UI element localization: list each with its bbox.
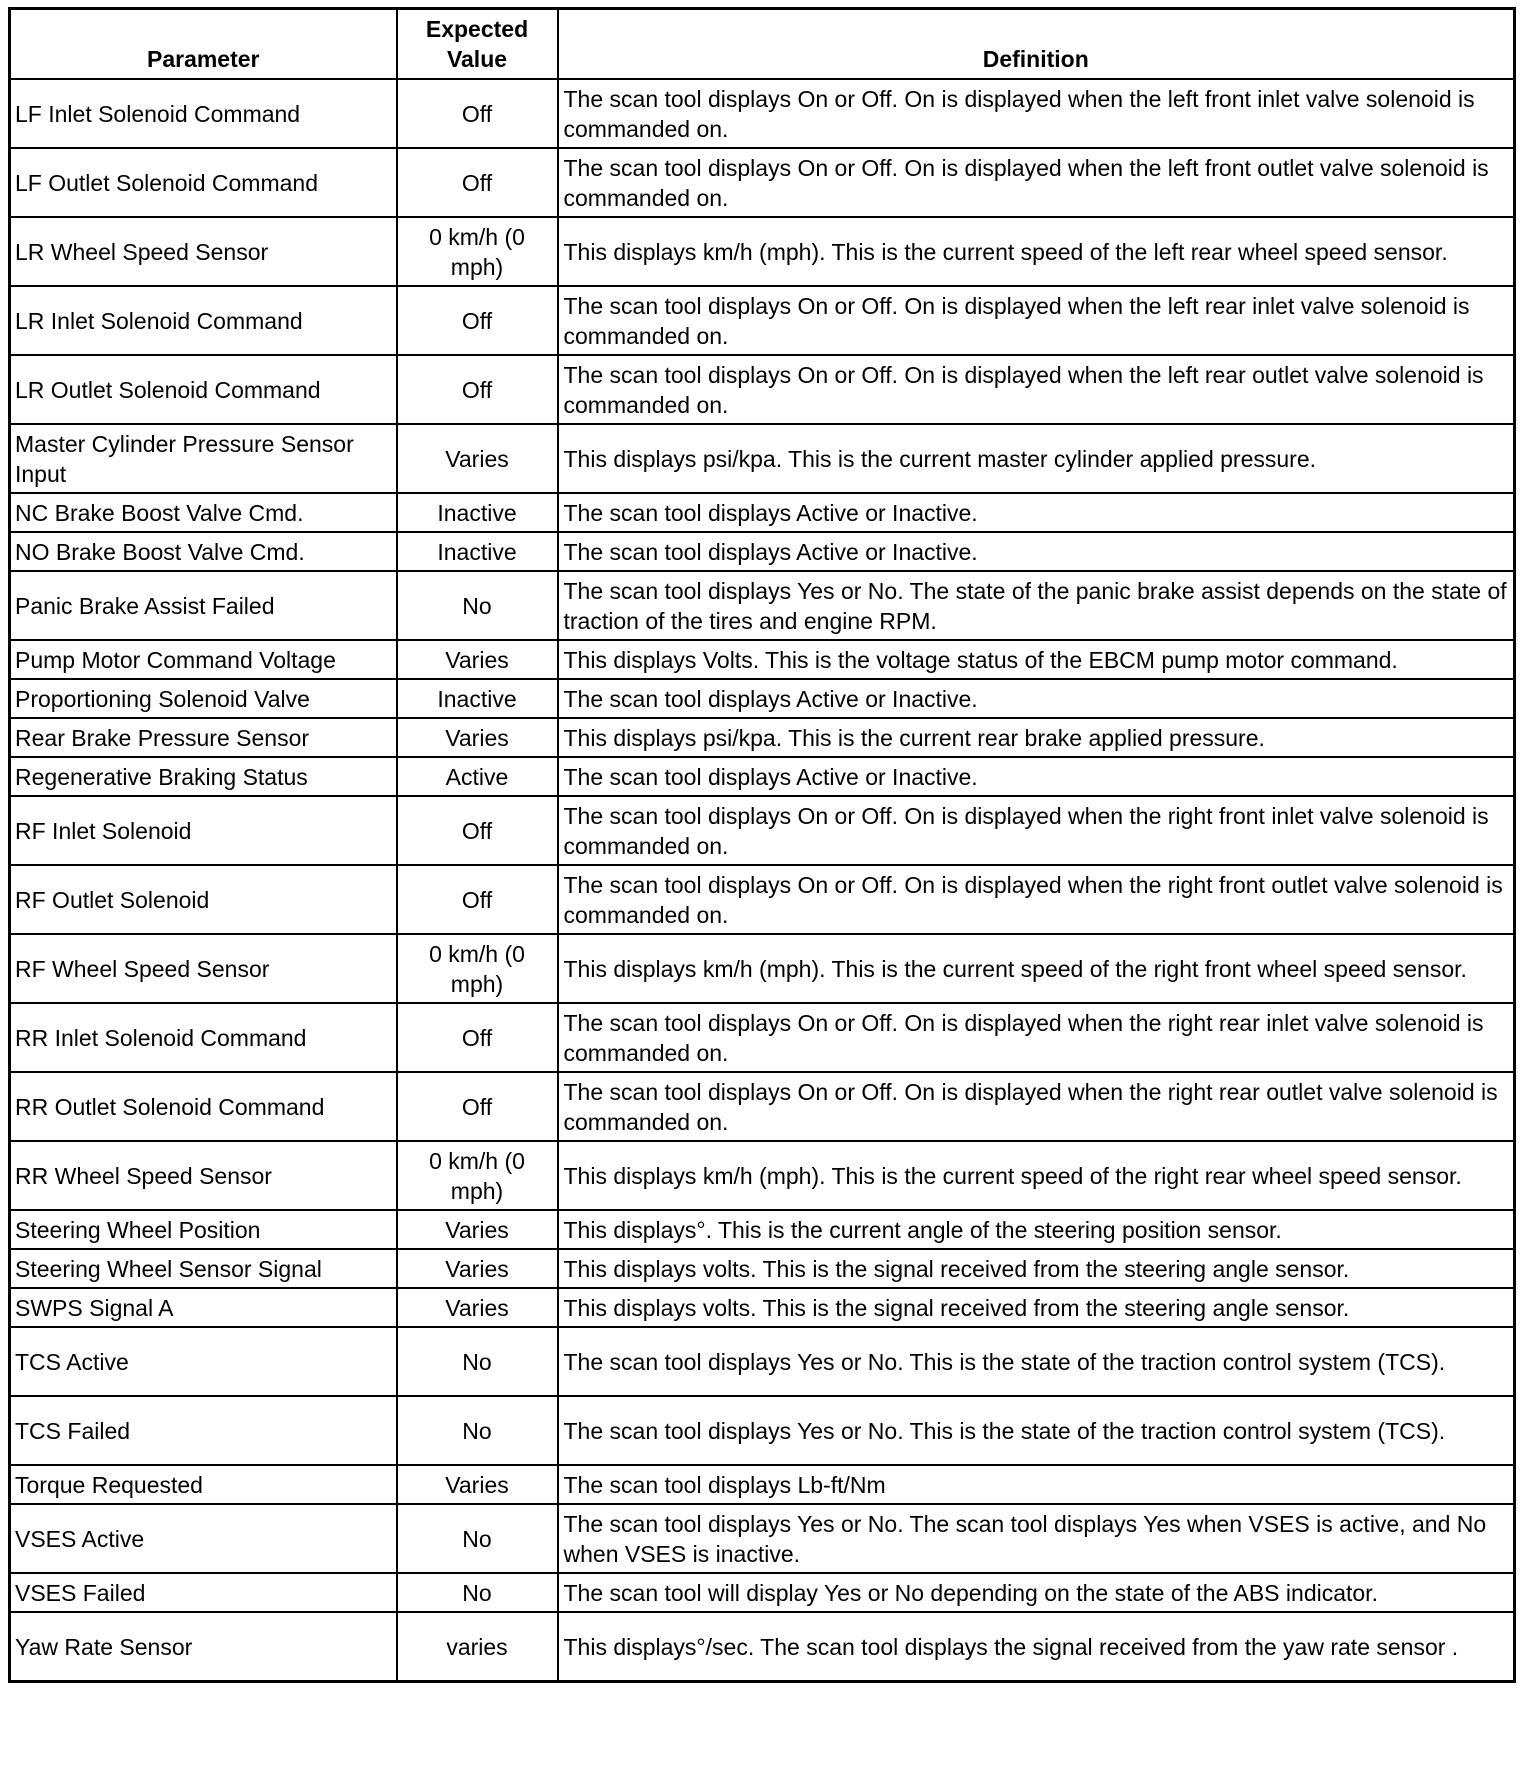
- cell-definition: The scan tool displays Lb-ft/Nm: [558, 1465, 1515, 1504]
- cell-definition: The scan tool displays On or Off. On is displayed when the right front inlet valve solenoid is commanded on.: [558, 796, 1515, 865]
- table-row: [10, 1396, 1515, 1465]
- cell-parameter: RF Inlet Solenoid: [10, 796, 397, 865]
- cell-expected-value: Off: [397, 355, 558, 424]
- cell-expected-value: Off: [397, 796, 558, 865]
- cell-expected-value: Off: [397, 286, 558, 355]
- cell-parameter: RR Outlet Solenoid Command: [10, 1072, 397, 1141]
- cell-parameter: LR Inlet Solenoid Command: [10, 286, 397, 355]
- parameter-table-container: [8, 7, 1513, 1683]
- cell-expected-value: No: [397, 571, 558, 640]
- cell-definition: The scan tool displays On or Off. On is displayed when the left front inlet valve solenoid is commanded on.: [558, 79, 1515, 148]
- header-expected-value: Expected Value: [397, 9, 558, 80]
- cell-parameter: RF Wheel Speed Sensor: [10, 934, 397, 1003]
- cell-definition: The scan tool displays On or Off. On is displayed when the left rear inlet valve solenoid is commanded on.: [558, 286, 1515, 355]
- cell-expected-value: Off: [397, 79, 558, 148]
- table-row: [10, 718, 1515, 757]
- table-row: [10, 1465, 1515, 1504]
- cell-expected-value: Inactive: [397, 493, 558, 532]
- table-row: [10, 532, 1515, 571]
- table-row: [10, 571, 1515, 640]
- cell-parameter: Steering Wheel Position: [10, 1210, 397, 1249]
- header-definition: Definition: [558, 9, 1515, 80]
- table-row: [10, 1249, 1515, 1288]
- cell-parameter: Regenerative Braking Status: [10, 757, 397, 796]
- cell-parameter: VSES Failed: [10, 1573, 397, 1612]
- cell-expected-value: 0 km/h (0 mph): [397, 1141, 558, 1210]
- cell-parameter: Pump Motor Command Voltage: [10, 640, 397, 679]
- cell-expected-value: Off: [397, 148, 558, 217]
- header-parameter: Parameter: [10, 9, 397, 80]
- table-row: [10, 1288, 1515, 1327]
- cell-expected-value: 0 km/h (0 mph): [397, 217, 558, 286]
- cell-definition: The scan tool will display Yes or No depending on the state of the ABS indicator.: [558, 1573, 1515, 1612]
- table-row: [10, 1573, 1515, 1612]
- table-row: [10, 1612, 1515, 1682]
- table-row: [10, 79, 1515, 148]
- cell-expected-value: Inactive: [397, 679, 558, 718]
- cell-expected-value: Active: [397, 757, 558, 796]
- cell-definition: This displays km/h (mph). This is the current speed of the right rear wheel speed sensor.: [558, 1141, 1515, 1210]
- cell-expected-value: Varies: [397, 1210, 558, 1249]
- cell-parameter: Steering Wheel Sensor Signal: [10, 1249, 397, 1288]
- cell-parameter: VSES Active: [10, 1504, 397, 1573]
- cell-definition: The scan tool displays On or Off. On is displayed when the right rear outlet valve solenoid is commanded on.: [558, 1072, 1515, 1141]
- table-row: [10, 217, 1515, 286]
- cell-definition: The scan tool displays Yes or No. The state of the panic brake assist depends on the state of traction of the tires and engine RPM.: [558, 571, 1515, 640]
- cell-expected-value: Varies: [397, 640, 558, 679]
- cell-expected-value: 0 km/h (0 mph): [397, 934, 558, 1003]
- cell-parameter: Master Cylinder Pressure Sensor Input: [10, 424, 397, 493]
- table-row: [10, 679, 1515, 718]
- cell-expected-value: No: [397, 1504, 558, 1573]
- cell-parameter: LF Outlet Solenoid Command: [10, 148, 397, 217]
- cell-expected-value: Off: [397, 865, 558, 934]
- table-row: [10, 1072, 1515, 1141]
- cell-parameter: RF Outlet Solenoid: [10, 865, 397, 934]
- cell-expected-value: Inactive: [397, 532, 558, 571]
- cell-expected-value: Off: [397, 1003, 558, 1072]
- table-row: [10, 640, 1515, 679]
- cell-expected-value: Off: [397, 1072, 558, 1141]
- table-row: [10, 286, 1515, 355]
- cell-parameter: LR Outlet Solenoid Command: [10, 355, 397, 424]
- cell-definition: This displays km/h (mph). This is the current speed of the left rear wheel speed sensor.: [558, 217, 1515, 286]
- parameter-table: [8, 7, 1516, 1683]
- cell-definition: This displays volts. This is the signal received from the steering angle sensor.: [558, 1288, 1515, 1327]
- cell-definition: This displays km/h (mph). This is the current speed of the right front wheel speed sensor.: [558, 934, 1515, 1003]
- cell-definition: The scan tool displays Yes or No. This is the state of the traction control system (TCS).: [558, 1396, 1515, 1465]
- cell-parameter: NO Brake Boost Valve Cmd.: [10, 532, 397, 571]
- cell-expected-value: varies: [397, 1612, 558, 1682]
- cell-parameter: Panic Brake Assist Failed: [10, 571, 397, 640]
- cell-definition: This displays psi/kpa. This is the current rear brake applied pressure.: [558, 718, 1515, 757]
- table-row: [10, 424, 1515, 493]
- table-row: [10, 148, 1515, 217]
- cell-definition: The scan tool displays Active or Inactive.: [558, 679, 1515, 718]
- cell-expected-value: Varies: [397, 424, 558, 493]
- cell-definition: The scan tool displays Active or Inactive.: [558, 532, 1515, 571]
- table-row: [10, 1504, 1515, 1573]
- cell-parameter: LR Wheel Speed Sensor: [10, 217, 397, 286]
- cell-parameter: RR Inlet Solenoid Command: [10, 1003, 397, 1072]
- table-row: [10, 1141, 1515, 1210]
- table-row: [10, 493, 1515, 532]
- cell-definition: This displays°. This is the current angle of the steering position sensor.: [558, 1210, 1515, 1249]
- cell-definition: The scan tool displays Yes or No. The scan tool displays Yes when VSES is active, and No when VSES is inactive.: [558, 1504, 1515, 1573]
- cell-definition: The scan tool displays On or Off. On is displayed when the left front outlet valve solenoid is commanded on.: [558, 148, 1515, 217]
- table-row: [10, 1327, 1515, 1396]
- cell-definition: The scan tool displays Active or Inactive.: [558, 757, 1515, 796]
- table-row: [10, 1210, 1515, 1249]
- cell-expected-value: No: [397, 1327, 558, 1396]
- table-row: [10, 865, 1515, 934]
- cell-parameter: RR Wheel Speed Sensor: [10, 1141, 397, 1210]
- cell-expected-value: Varies: [397, 1249, 558, 1288]
- table-row: [10, 934, 1515, 1003]
- cell-definition: This displays°/sec. The scan tool displays the signal received from the yaw rate sensor .: [558, 1612, 1515, 1682]
- cell-definition: This displays volts. This is the signal received from the steering angle sensor.: [558, 1249, 1515, 1288]
- cell-parameter: Torque Requested: [10, 1465, 397, 1504]
- cell-expected-value: Varies: [397, 718, 558, 757]
- cell-parameter: TCS Active: [10, 1327, 397, 1396]
- cell-definition: The scan tool displays On or Off. On is displayed when the right front outlet valve solenoid is commanded on.: [558, 865, 1515, 934]
- table-row: [10, 355, 1515, 424]
- table-header-row: [10, 9, 1515, 80]
- cell-definition: This displays psi/kpa. This is the current master cylinder applied pressure.: [558, 424, 1515, 493]
- cell-parameter: SWPS Signal A: [10, 1288, 397, 1327]
- table-row: [10, 1003, 1515, 1072]
- cell-definition: This displays Volts. This is the voltage status of the EBCM pump motor command.: [558, 640, 1515, 679]
- cell-expected-value: No: [397, 1396, 558, 1465]
- table-row: [10, 757, 1515, 796]
- cell-definition: The scan tool displays Active or Inactive.: [558, 493, 1515, 532]
- cell-definition: The scan tool displays Yes or No. This is the state of the traction control system (TCS).: [558, 1327, 1515, 1396]
- cell-expected-value: Varies: [397, 1288, 558, 1327]
- cell-expected-value: No: [397, 1573, 558, 1612]
- cell-parameter: Rear Brake Pressure Sensor: [10, 718, 397, 757]
- cell-expected-value: Varies: [397, 1465, 558, 1504]
- cell-definition: The scan tool displays On or Off. On is displayed when the left rear outlet valve solenoid is commanded on.: [558, 355, 1515, 424]
- cell-parameter: Yaw Rate Sensor: [10, 1612, 397, 1682]
- cell-parameter: TCS Failed: [10, 1396, 397, 1465]
- cell-parameter: Proportioning Solenoid Valve: [10, 679, 397, 718]
- cell-definition: The scan tool displays On or Off. On is displayed when the right rear inlet valve solenoid is commanded on.: [558, 1003, 1515, 1072]
- table-row: [10, 796, 1515, 865]
- cell-parameter: NC Brake Boost Valve Cmd.: [10, 493, 397, 532]
- cell-parameter: LF Inlet Solenoid Command: [10, 79, 397, 148]
